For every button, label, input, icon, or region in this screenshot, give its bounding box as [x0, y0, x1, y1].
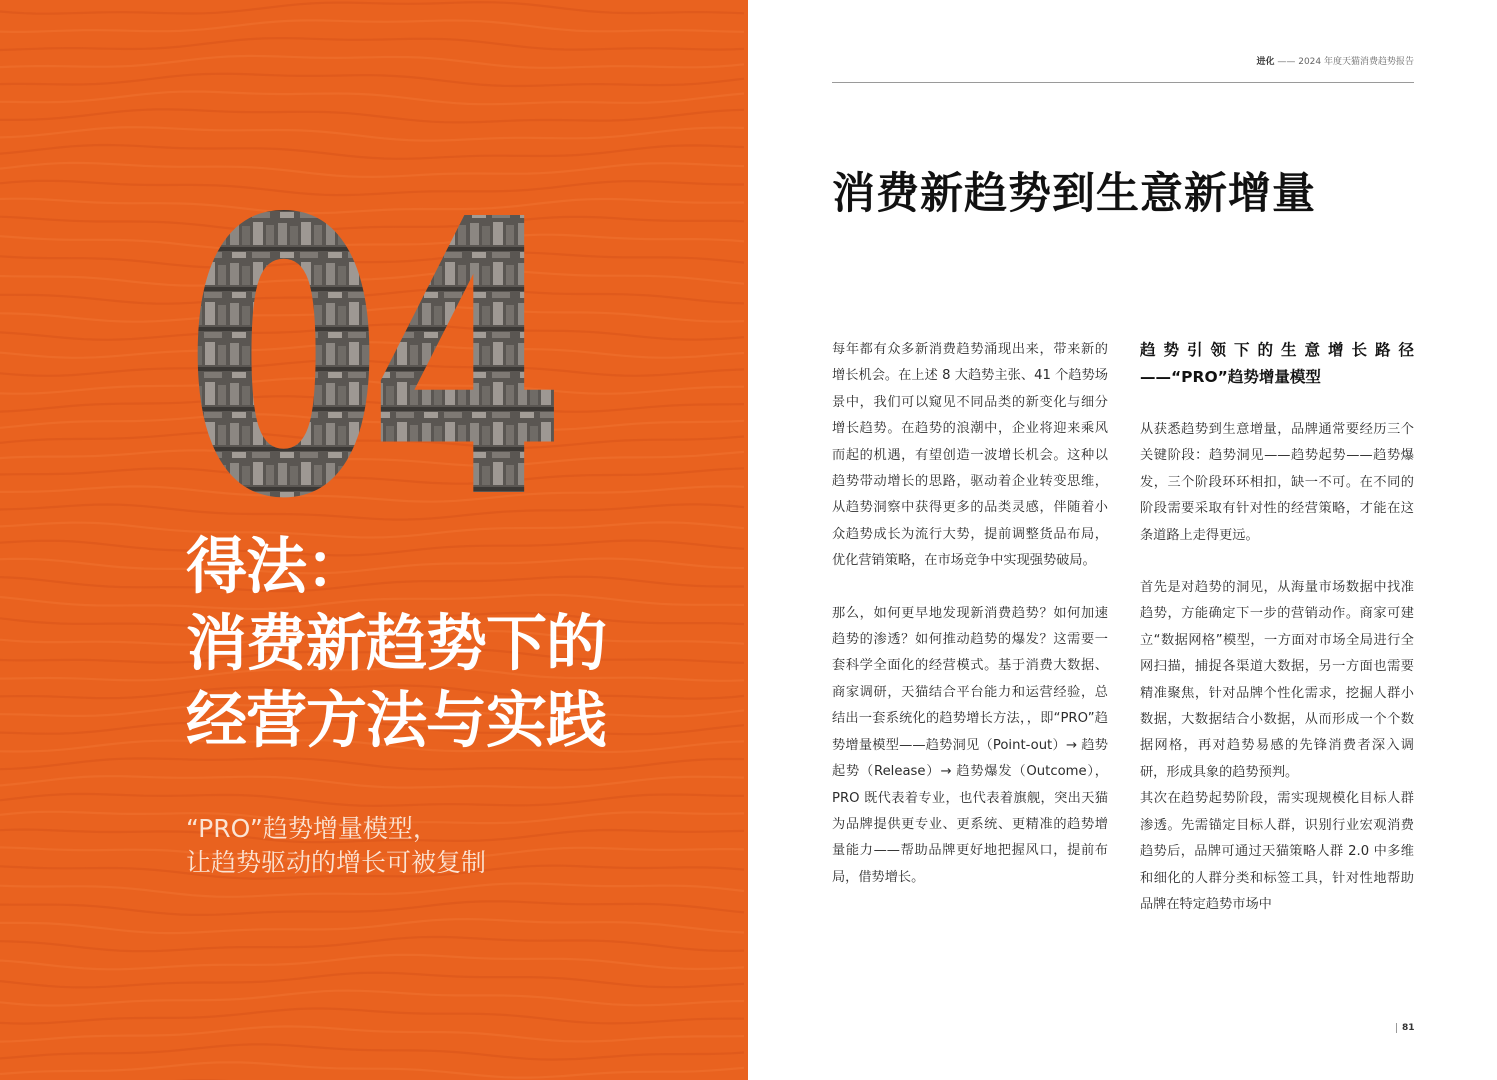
page-title: 消费新趋势到生意新增量	[832, 169, 1316, 219]
running-header	[748, 54, 1414, 67]
wave-line	[0, 74, 744, 86]
body-paragraph: 每年都有众多新消费趋势涌现出来，带来新的增长机会。在上述 8 大趋势主张、41 个趋势场景中，我们可以窥见不同品类的新变化与细分增长趋势。在趋势的浪潮中，企业将迎来乘风而起的机遇，有望创造一波增长机会。这种以趋势带动增长的思路，驱动着企业转变思维，从趋势洞察中获得更多的品类灵感，伴随着小众趋势成长为流行大势，提前调整货品布局，优化营销策略，在市场竞争中实现强势破局。	[832, 342, 1108, 569]
wave-line	[0, 109, 744, 122]
wave-line	[0, 937, 744, 951]
wave-line	[0, 919, 744, 933]
left-text-column	[832, 337, 1108, 917]
wave-line	[0, 955, 744, 970]
chapter-title	[186, 528, 606, 759]
wave-line	[0, 163, 744, 177]
chapter-subtitle-line: 让趋势驱动的增长可被复制	[186, 848, 487, 877]
wave-line	[0, 884, 744, 897]
wave-line	[0, 758, 744, 769]
chapter-number-graphic	[180, 180, 560, 510]
wave-line	[0, 38, 744, 50]
wave-line	[0, 901, 744, 915]
wave-line	[0, 794, 744, 806]
chapter-subtitle	[186, 812, 486, 880]
content-page	[748, 0, 1497, 1080]
chapter-subtitle-line: “PRO”趋势增量模型，	[186, 814, 438, 843]
wave-line	[0, 145, 744, 159]
section-heading: 趋势引领下的生意增长路径——“PRO”趋势增量模型	[1140, 341, 1414, 386]
wave-line	[0, 1026, 744, 1041]
chapter-title-line: 消费新趋势下的	[186, 608, 607, 679]
wave-line	[0, 776, 744, 787]
wave-line	[0, 20, 744, 32]
chapter-title-line: 得法：	[186, 531, 367, 602]
body-paragraph: 那么，如何更早地发现新消费趋势？如何加速趋势的渗透？如何推动趋势的爆发？这需要一套科学全面化的经营模式。基于消费大数据、商家调研，天猫结合平台能力和运营经验，总结出一套系统化的趋势增长方法，，即“PRO”趋势增量模型——趋势洞见（Point-out）→ 趋势起势（Release）→ 趋势爆发（Outcome），PRO 既代表着专业，也代表着旗舰，突出天猫为品牌提供更专业、更系统、更精准的趋势增量能力——帮助品牌更好地把握风口，提前布局，借势增长。	[832, 605, 1108, 885]
body-paragraph: 从获悉趋势到生意增量，品牌通常要经历三个关键阶段：趋势洞见——趋势起势——趋势爆发，三个阶段环环相扣，缺一不可。在不同的阶段需要采取有针对性的经营策略，才能在这条道路上走得更远。	[1140, 422, 1414, 543]
wave-line	[0, 92, 744, 105]
body-paragraph: 首先是对趋势的洞见，从海量市场数据中找准趋势，方能确定下一步的营销动作。商家可建立“数据网格”模型，一方面对市场全局进行全网扫描，捕捉各渠道大数据，另一方面也需要精准聚焦，针对品牌个性化需求，挖掘人群小数据，大数据结合小数据，从而形成一个个数据网格，再对趋势易感的先锋消费者深入调研，形成具象的趋势预判。	[1140, 580, 1414, 780]
chapter-title-line: 经营方法与实践	[186, 685, 607, 756]
wave-line	[0, 2, 744, 14]
body-paragraph: 其次在趋势起势阶段，需实现规模化目标人群渗透。先需锚定目标人群，识别行业宏观消费趋势后，品牌可通过天猫策略人群 2.0 中多维和细化的人群分类和标签工具，针对性地帮助品牌在特定趋势市场中	[1140, 791, 1414, 912]
running-header-brand: 进化	[1256, 57, 1275, 67]
page-number: 81	[1396, 1023, 1415, 1033]
header-divider	[832, 82, 1414, 83]
wave-line	[0, 127, 744, 140]
wave-line	[0, 56, 744, 68]
running-header-text: —— 2024 年度天猫消费趋势报告	[1274, 57, 1414, 67]
wave-line	[0, 991, 744, 1006]
wave-line	[0, 973, 744, 988]
wave-line	[0, 1062, 744, 1077]
chapter-cover-page	[0, 0, 748, 1080]
wave-line	[0, 1009, 744, 1024]
wave-line	[0, 1044, 744, 1059]
right-text-column	[1140, 337, 1414, 918]
chapter-number-text: 04	[184, 180, 556, 510]
